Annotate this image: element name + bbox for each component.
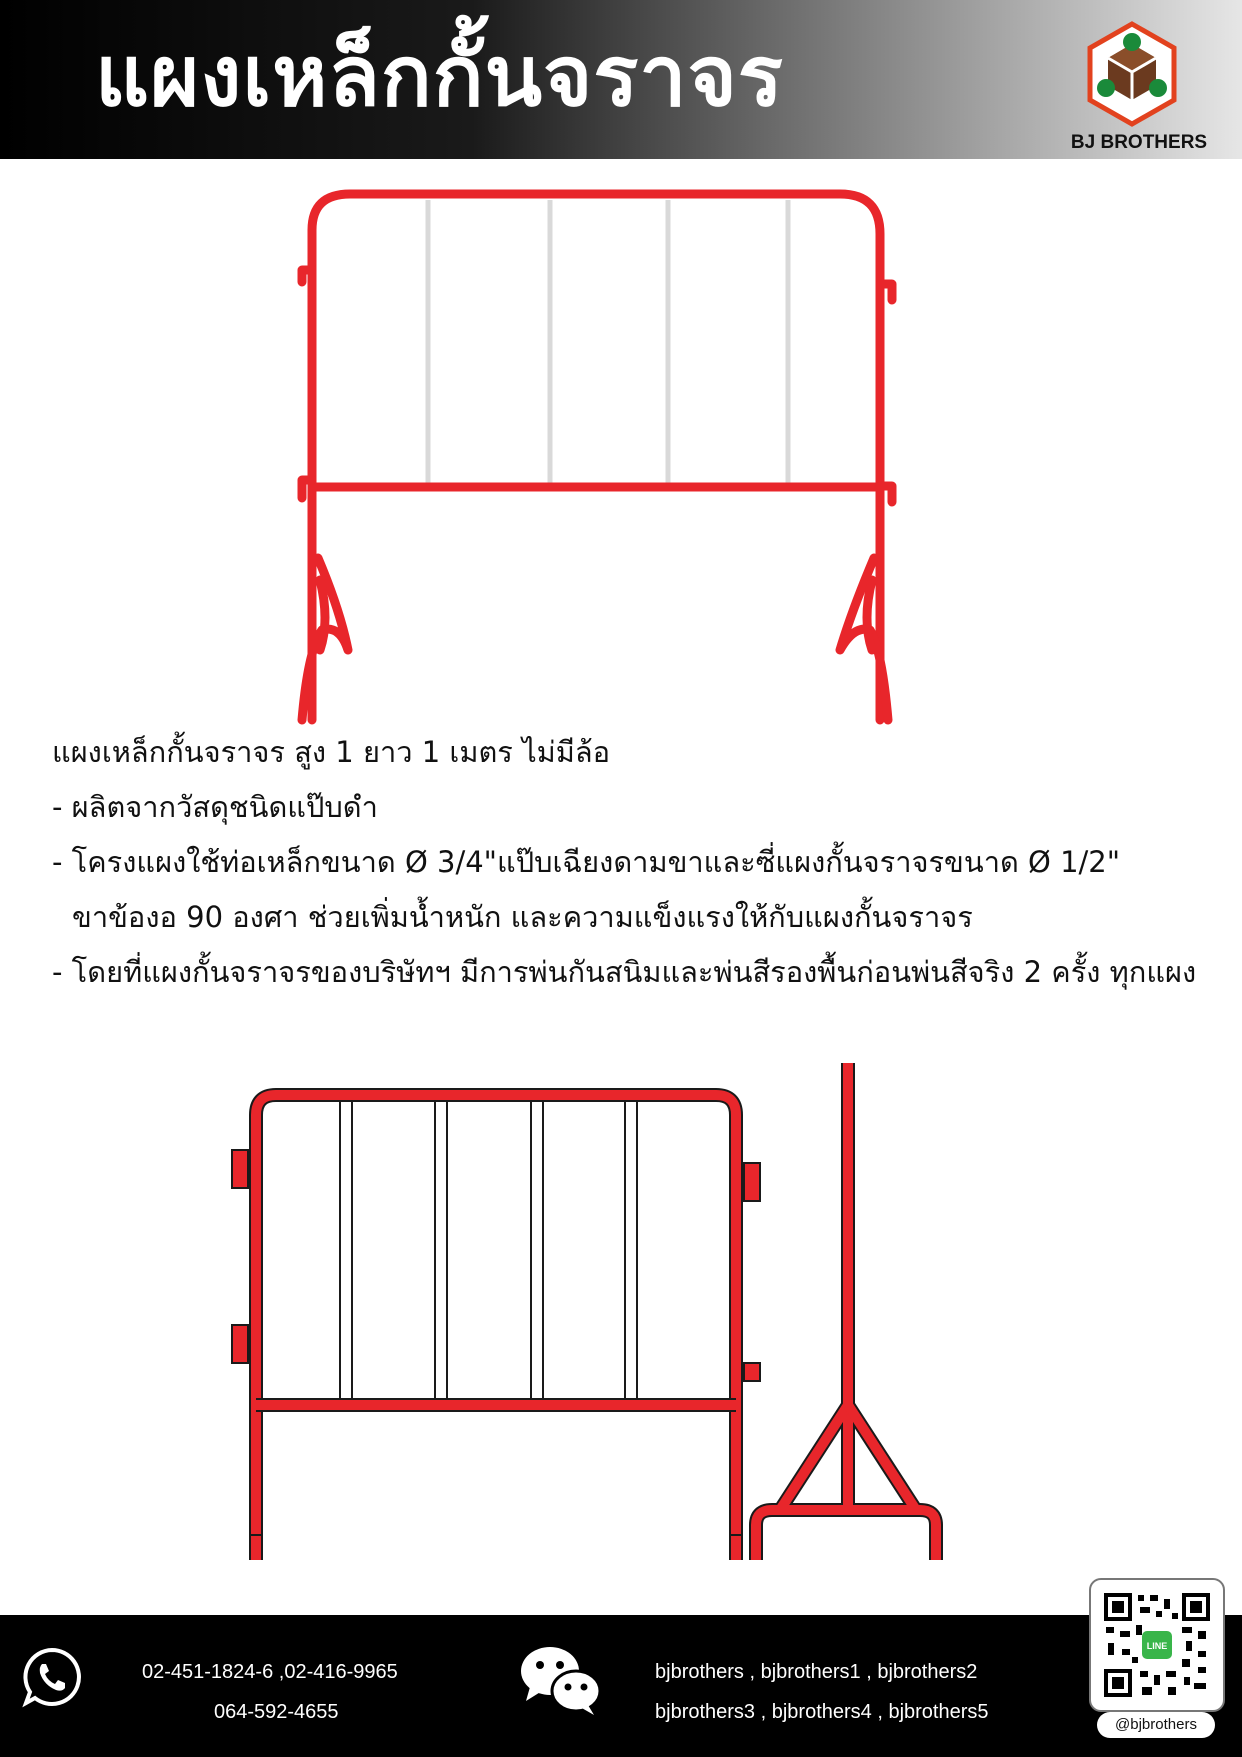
qr-code-card[interactable]: [1089, 1578, 1225, 1712]
barrier-diagram: [220, 1055, 980, 1565]
whatsapp-icon[interactable]: [20, 1645, 84, 1709]
qr-code-icon: [1102, 1591, 1212, 1699]
bj-brothers-logo: [1084, 20, 1180, 128]
mobile-number[interactable]: 064-592-4655: [214, 1701, 339, 1723]
page-title: แผงเหล็กกั้นจราจร: [95, 27, 784, 125]
description-line: แผงเหล็กกั้นจราจร สูง 1 ยาว 1 เมตร ไม่มีล้อ: [52, 735, 611, 769]
line-badge: LINE: [1146, 1641, 1168, 1651]
header-banner: [0, 0, 1242, 159]
description-line: - โดยที่แผงกั้นจราจรของบริษัทฯ มีการพ่นกันสนิมและพ่นสีรองพื้นก่อนพ่นสีจริง 2 ครั้ง ทุกแผง: [52, 955, 1197, 989]
wechat-icon[interactable]: [518, 1643, 602, 1715]
product-description: [52, 730, 1232, 1005]
description-line: - ผลิตจากวัสดุชนิดแป๊บดำ: [52, 790, 378, 824]
description-line: ขาข้องอ 90 องศา ช่วยเพิ่มน้ำหนัก และความแข็งแรงให้กับแผงกั้นจราจร: [72, 900, 973, 934]
line-id-badge: @bjbrothers: [1097, 1712, 1215, 1738]
brand-name: BJ BROTHERS: [1070, 132, 1208, 153]
phone-numbers[interactable]: 02-451-1824-6 ,02-416-9965: [142, 1661, 398, 1683]
description-line: - โครงแผงใช้ท่อเหล็กขนาด Ø 3/4"แป๊บเฉียงดามขาและซี่แผงกั้นจราจรขนาด Ø 1/2": [52, 845, 1121, 879]
footer-contact: [0, 1615, 1242, 1757]
social-accounts-1[interactable]: bjbrothers , bjbrothers1 , bjbrothers2: [655, 1661, 978, 1683]
barrier-photo: [280, 180, 960, 730]
social-accounts-2[interactable]: bjbrothers3 , bjbrothers4 , bjbrothers5: [655, 1701, 989, 1723]
